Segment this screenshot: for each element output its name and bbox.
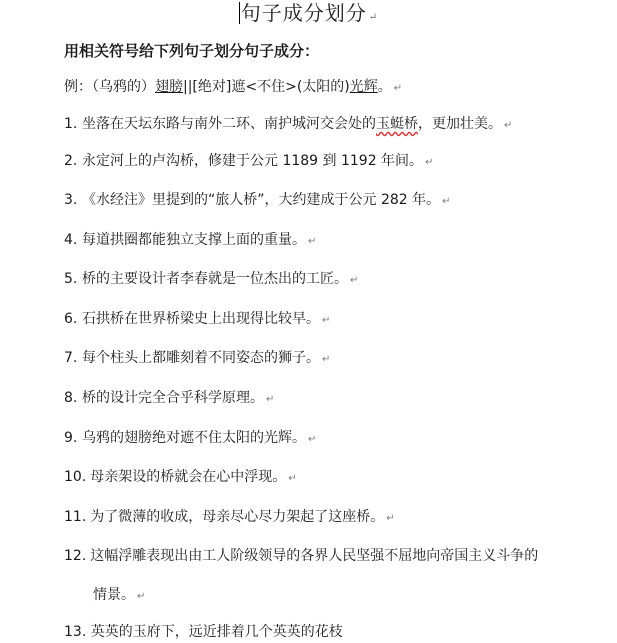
sentence-item-1	[64, 113, 512, 137]
paragraph-mark-icon: ↵	[288, 473, 297, 484]
sentence-item-9	[64, 427, 316, 451]
item-text: 《水经注》里提到的“旅人桥”，大约建成于公元 282 年。	[82, 192, 441, 208]
document-title	[0, 0, 617, 31]
paragraph-mark-icon: ↵	[368, 12, 379, 23]
item-number: 9.	[64, 430, 78, 446]
paragraph-mark-icon: ↵	[137, 591, 146, 602]
item-number: 11.	[64, 509, 87, 525]
paragraph-mark-icon: ↵	[322, 354, 331, 365]
paragraph-mark-icon: ↵	[350, 275, 359, 286]
example-middle: ||[绝对]遮<不住>(太阳的)	[183, 79, 350, 95]
paragraph-mark-icon: ↵	[504, 120, 513, 131]
sentence-item-13-cut: 13. 英英的玉府下，远近排着几个英英的花枝	[64, 624, 343, 640]
item-number: 7.	[64, 350, 78, 366]
item-text-post: ，更加壮美。	[418, 116, 502, 132]
paragraph-mark-icon: ↵	[442, 196, 451, 207]
item-number: 8.	[64, 390, 78, 406]
title-text: 句子成分划分	[240, 1, 367, 25]
sentence-item-3	[64, 189, 451, 213]
sentence-item-12	[64, 545, 538, 567]
item-text-pre: 坐落在天坛东路与南外二环、南护城河交会处的	[82, 116, 376, 132]
sentence-item-2	[64, 150, 433, 174]
example-prefix: 例：（乌鸦的）	[64, 79, 155, 95]
item-number: 6.	[64, 311, 78, 327]
item-text: 石拱桥在世界桥梁史上出现得比较早。	[82, 311, 320, 327]
item-text: 母亲架设的桥就会在心中浮现。	[90, 469, 287, 485]
item-number: 1.	[64, 116, 78, 132]
item-text: 为了微薄的收成，母亲尽心尽力架起了这座桥。	[90, 509, 385, 525]
item-text: 每个柱头上都雕刻着不同姿态的狮子。	[82, 350, 320, 366]
text-cursor	[239, 2, 240, 24]
item-text: 这幅浮雕表现出由工人阶级领导的各界人民坚强不屈地向帝国主义斗争的	[90, 548, 539, 564]
paragraph-mark-icon: ↵	[425, 157, 434, 168]
paragraph-mark-icon: ↵	[322, 315, 331, 326]
paragraph-mark-icon: ↵	[266, 394, 275, 405]
item-text: 永定河上的卢沟桥，修建于公元 1189 到 1192 年间。	[82, 153, 424, 169]
example-line	[64, 76, 402, 100]
sentence-item-8	[64, 387, 274, 411]
paragraph-mark-icon: ↵	[308, 434, 317, 445]
sentence-item-10	[64, 466, 297, 490]
item-text: 桥的主要设计者李春就是一位杰出的工匠。	[82, 271, 348, 287]
sentence-item-11	[64, 506, 395, 530]
item-number: 3.	[64, 192, 78, 208]
instruction-line: 用相关符号给下列句子划分句子成分：	[64, 42, 320, 60]
item-number: 5.	[64, 271, 78, 287]
example-object: 光辉	[349, 79, 378, 95]
item-number: 10.	[64, 469, 87, 485]
item-number: 12.	[64, 548, 87, 564]
sentence-item-6	[64, 308, 330, 332]
paragraph-mark-icon: ↵	[308, 236, 317, 247]
example-suffix: 。	[377, 79, 392, 95]
sentence-item-12-continuation	[93, 584, 145, 608]
spellcheck-word: 玉蜓桥	[376, 116, 418, 132]
sentence-item-4	[64, 229, 316, 253]
item-number: 4.	[64, 232, 78, 248]
example-subject: 翅膀	[155, 79, 183, 95]
item-text: 每道拱圈都能独立支撑上面的重量。	[82, 232, 306, 248]
item-text: 桥的设计完全合乎科学原理。	[82, 390, 264, 406]
sentence-item-7	[64, 347, 330, 371]
paragraph-mark-icon: ↵	[393, 83, 403, 94]
item-text: 乌鸦的翅膀绝对遮不住太阳的光辉。	[82, 430, 306, 446]
sentence-item-5	[64, 268, 358, 292]
item-number: 2.	[64, 153, 78, 169]
item-text-continuation: 情景。	[93, 587, 135, 603]
paragraph-mark-icon: ↵	[386, 513, 395, 524]
